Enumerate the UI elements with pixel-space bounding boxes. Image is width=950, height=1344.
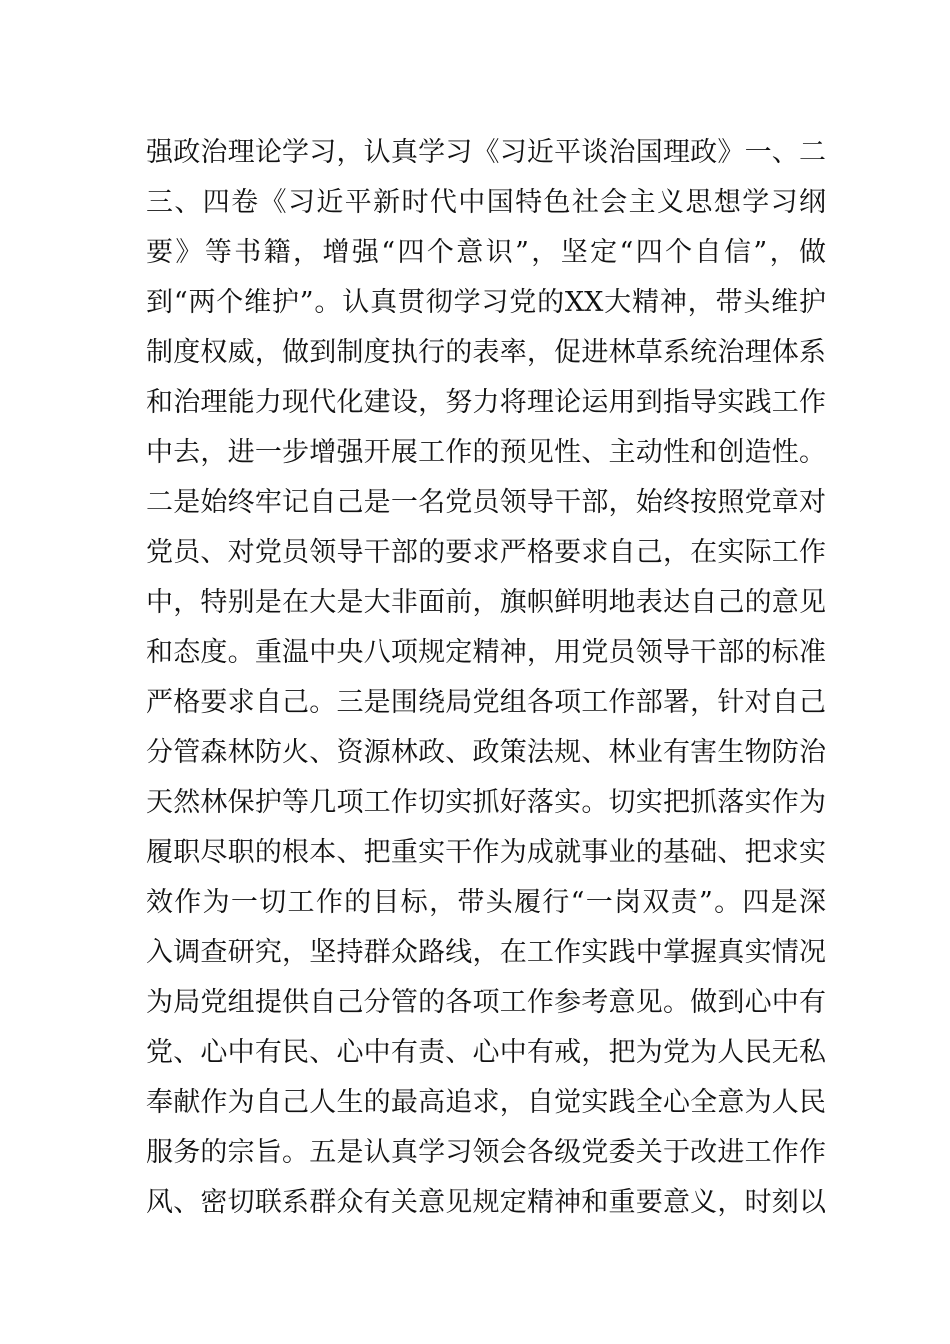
text-line-5: 制度权威，做到制度执行的表率，促进林草系统治理体系 xyxy=(146,337,826,368)
text-line-2: 三、四卷《习近平新时代中国特色社会主义思想学习纲 xyxy=(146,187,826,218)
document-body xyxy=(146,128,826,1228)
text-line-9: 党员、对党员领导干部的要求严格要求自己，在实际工作 xyxy=(146,537,826,568)
text-line-12: 严格要求自己。三是围绕局党组各项工作部署，针对自己 xyxy=(146,687,826,718)
text-line-14: 天然林保护等几项工作切实抓好落实。切实把抓落实作为 xyxy=(146,787,826,818)
text-line-18: 为局党组提供自己分管的各项工作参考意见。做到心中有 xyxy=(146,987,826,1018)
text-line-10: 中，特别是在大是大非面前，旗帜鲜明地表达自己的意见 xyxy=(146,587,826,618)
text-line-8: 二是始终牢记自己是一名党员领导干部，始终按照党章对 xyxy=(146,487,826,518)
text-line-15: 履职尽职的根本、把重实干作为成就事业的基础、把求实 xyxy=(146,837,826,868)
text-line-11: 和态度。重温中央八项规定精神，用党员领导干部的标准 xyxy=(146,637,826,668)
text-line-17: 入调查研究，坚持群众路线，在工作实践中掌握真实情况 xyxy=(146,937,826,968)
text-line-19: 党、心中有民、心中有责、心中有戒，把为党为人民无私 xyxy=(146,1037,826,1068)
text-line-4: 到“两个维护”。认真贯彻学习党的XX大精神，带头维护 xyxy=(146,287,826,318)
text-line-6: 和治理能力现代化建设，努力将理论运用到指导实践工作 xyxy=(146,387,826,418)
text-line-7: 中去，进一步增强开展工作的预见性、主动性和创造性。 xyxy=(146,437,826,468)
text-line-20: 奉献作为自己人生的最高追求，自觉实践全心全意为人民 xyxy=(146,1087,826,1118)
text-line-13: 分管森林防火、资源林政、政策法规、林业有害生物防治 xyxy=(146,737,826,768)
text-line-22: 风、密切联系群众有关意见规定精神和重要意义，时刻以 xyxy=(146,1187,826,1218)
text-line-21: 服务的宗旨。五是认真学习领会各级党委关于改进工作作 xyxy=(146,1137,826,1168)
text-line-1: 强政治理论学习，认真学习《习近平谈治国理政》一、二 xyxy=(146,137,826,168)
text-line-3: 要》等书籍，增强“四个意识”，坚定“四个自信”，做 xyxy=(146,237,826,268)
text-line-16: 效作为一切工作的目标，带头履行“一岗双责”。四是深 xyxy=(146,887,826,918)
